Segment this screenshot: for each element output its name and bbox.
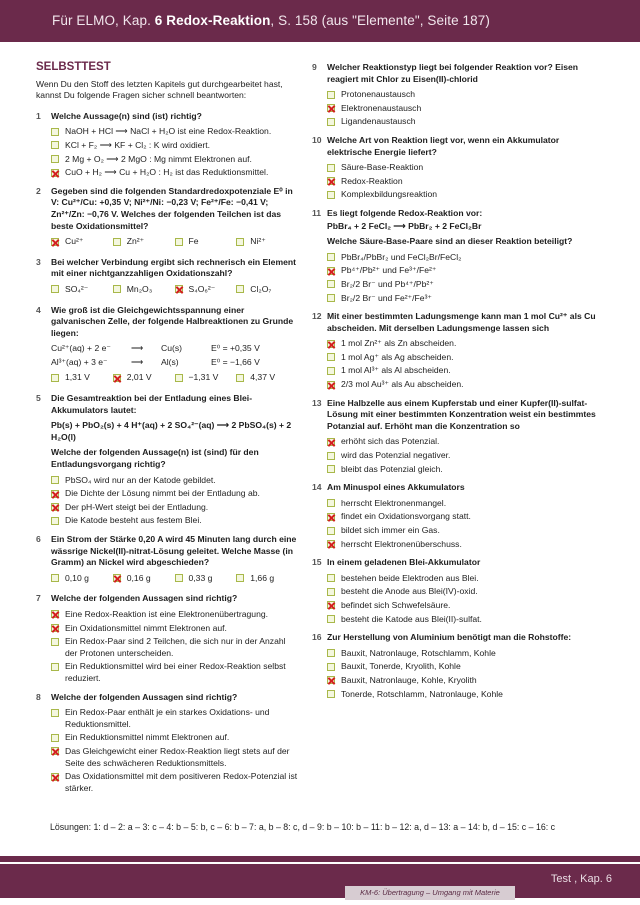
half-reaction-2 <box>51 357 298 369</box>
question-5 <box>36 393 298 527</box>
option-list <box>312 252 604 304</box>
checkbox[interactable] <box>175 574 183 582</box>
answer-option[interactable] <box>327 436 604 448</box>
answer-option[interactable] <box>51 746 298 769</box>
answer-option[interactable] <box>327 162 604 174</box>
header-suffix: , S. 158 (aus "Elemente", Seite 187) <box>270 13 490 28</box>
right-column <box>312 62 604 707</box>
half-reaction-list <box>51 343 298 368</box>
option-text: −1,31 V <box>188 372 219 383</box>
question-number: 9 <box>312 62 317 72</box>
option-list <box>312 436 604 475</box>
option-text: Cl₂O₇ <box>250 283 272 294</box>
answer-option[interactable] <box>51 707 298 730</box>
checked-checkbox[interactable] <box>327 438 335 446</box>
option-text: erhöht sich das Potenzial. <box>341 436 440 447</box>
option-list <box>36 126 298 178</box>
question-text: Welche Aussage(n) sind (ist) richtig? <box>51 110 202 121</box>
option-text: Ein Reduktionsmittel wird bei einer Redox-Reaktion selbst reduziert. <box>65 661 286 683</box>
checkbox[interactable] <box>51 517 59 525</box>
answer-option[interactable] <box>327 338 604 350</box>
half-reaction-1 <box>51 343 298 355</box>
checkbox[interactable] <box>51 155 59 163</box>
header-chapter: 6 Redox-Reaktion <box>154 13 271 28</box>
question-number: 8 <box>36 691 41 702</box>
checked-checkbox[interactable] <box>327 540 335 548</box>
question-text: Eine Halbzelle aus einem Kupferstab und einer Kupfer(II)-sulfat-Lösung mit einer bestimmten Konzentration weist ein bestimmtes Potanzial auf. Erhöht man die Konzentration so <box>327 397 596 431</box>
option-text: NaOH + HCl ⟶ NaCl + H₂O ist eine Redox-Reaktion. <box>65 126 272 137</box>
checked-checkbox[interactable] <box>327 513 335 521</box>
answer-option[interactable] <box>327 89 604 101</box>
question-8 <box>36 692 298 795</box>
checkbox[interactable] <box>327 690 335 698</box>
answer-option[interactable] <box>327 614 604 626</box>
checkbox[interactable] <box>327 452 335 460</box>
answer-option[interactable] <box>51 661 298 684</box>
answer-option[interactable] <box>51 609 298 621</box>
question-number: 11 <box>312 207 322 218</box>
checked-checkbox[interactable] <box>51 238 59 246</box>
checked-checkbox[interactable] <box>51 624 59 632</box>
question-text: Welche der folgenden Aussagen sind richtig? <box>51 593 238 604</box>
checkbox[interactable] <box>236 285 244 293</box>
option-text: Pb⁴⁺/Pb²⁺ und Fe³⁺/Fe²⁺ <box>341 265 437 276</box>
checkbox[interactable] <box>51 574 59 582</box>
answer-option[interactable] <box>327 586 604 598</box>
checkbox[interactable] <box>327 663 335 671</box>
checkbox[interactable] <box>51 128 59 136</box>
checkbox[interactable] <box>327 91 335 99</box>
question-text-2: Welche der folgenden Aussage(n) ist (sind) für den Entladungsvorgang richtig? <box>51 447 259 470</box>
header-prefix: Für ELMO, Kap. <box>52 13 151 28</box>
checkbox[interactable] <box>327 191 335 199</box>
option-text: 2/3 mol Au³⁺ als Au abscheiden. <box>341 379 464 390</box>
answer-option[interactable] <box>51 236 113 248</box>
question-13 <box>312 398 604 476</box>
option-text: Ni²⁺ <box>250 236 266 247</box>
question-text: Am Minuspol eines Akkumulators <box>327 482 465 493</box>
option-text: S₄O₆²⁻ <box>188 283 216 294</box>
option-text: besteht die Katode aus Blei(II)-sulfat. <box>341 613 482 624</box>
option-text: Protonenaustausch <box>341 89 416 100</box>
question-3 <box>36 257 298 298</box>
option-text: besteht die Anode aus Blei(IV)-oxid. <box>341 586 478 597</box>
option-list <box>312 648 604 700</box>
answer-option[interactable] <box>175 573 237 585</box>
answer-option[interactable] <box>327 189 604 201</box>
answer-option[interactable] <box>327 379 604 391</box>
option-text: Elektronenaustausch <box>341 102 422 113</box>
answer-option[interactable] <box>51 623 298 635</box>
option-list <box>312 498 604 550</box>
answer-option[interactable] <box>113 236 175 248</box>
left-column <box>36 62 298 801</box>
checkbox[interactable] <box>327 164 335 172</box>
option-text: 1 mol Al³⁺ als Al abscheiden. <box>341 365 451 376</box>
option-list <box>36 609 298 685</box>
option-text: Bauxit, Natronlauge, Kohle, Kryolith <box>341 674 477 685</box>
question-number: 10 <box>312 134 322 145</box>
checkbox[interactable] <box>51 476 59 484</box>
checkbox[interactable] <box>175 374 183 382</box>
intro-text: Wenn Du den Stoff des letzten Kapitels gut durchgearbeitet hast, kannst Du folgende Fragen sicher schnell beantworten: <box>36 78 283 101</box>
answer-option[interactable] <box>113 573 175 585</box>
checked-checkbox[interactable] <box>51 503 59 511</box>
checkbox[interactable] <box>236 574 244 582</box>
page-title: SELBSTTEST <box>36 61 111 73</box>
option-text: 0,33 g <box>188 572 213 583</box>
option-text: Komplexbildungsreaktion <box>341 189 438 200</box>
option-text: Tonerde, Rotschlamm, Natronlauge, Kohle <box>341 688 503 699</box>
option-text: 1,66 g <box>250 572 275 583</box>
question-1 <box>36 111 298 179</box>
answer-option[interactable] <box>327 689 604 701</box>
checkbox[interactable] <box>327 280 335 288</box>
checkbox[interactable] <box>327 367 335 375</box>
checked-checkbox[interactable] <box>175 285 183 293</box>
option-text: befindet sich Schwefelsäure. <box>341 599 451 610</box>
arrow: ⟶ <box>131 356 144 367</box>
option-text: Fe <box>188 236 199 247</box>
checkbox[interactable] <box>51 638 59 646</box>
potential: E⁰ = −1,66 V <box>211 356 260 367</box>
option-text: Säure-Base-Reaktion <box>341 162 424 173</box>
option-list <box>36 475 298 527</box>
answer-option[interactable] <box>327 176 604 188</box>
question-text: Welcher Reaktionstyp liegt bei folgender Reaktion vor? Eisen reagiert mit Chlor zu Eisen(II)-chlorid <box>327 62 579 84</box>
answer-option[interactable] <box>51 140 298 152</box>
answer-option[interactable] <box>327 365 604 377</box>
checked-checkbox[interactable] <box>327 601 335 609</box>
answer-option[interactable] <box>175 236 237 248</box>
half-reaction-left: Cu²⁺(aq) + 2 e⁻ <box>51 343 111 354</box>
question-number: 15 <box>312 557 322 568</box>
checked-checkbox[interactable] <box>327 177 335 185</box>
question-12 <box>312 311 604 391</box>
footer-label: Test , Kap. 6 <box>550 873 612 885</box>
option-text: PbSO₄ wird nur an der Katode gebildet. <box>65 474 216 485</box>
question-text: Mit einer bestimmten Ladungsmenge kann man 1 mol Cu²⁺ als Cu abscheiden. Mit derselben Ladungsmenge lassen sich <box>327 311 596 333</box>
question-15 <box>312 557 604 625</box>
checkbox[interactable] <box>327 118 335 126</box>
option-text: Redox-Reaktion <box>341 175 403 186</box>
checkbox[interactable] <box>327 465 335 473</box>
question-6 <box>36 534 298 586</box>
checked-checkbox[interactable] <box>51 747 59 755</box>
answer-option[interactable] <box>236 236 298 248</box>
answer-option[interactable] <box>327 675 604 687</box>
answer-option[interactable] <box>51 475 298 487</box>
answer-option[interactable] <box>51 126 298 138</box>
option-text: herrscht Elektronenmangel. <box>341 497 447 508</box>
checkbox[interactable] <box>327 649 335 657</box>
answer-option[interactable] <box>51 372 113 384</box>
option-text: Der pH-Wert steigt bei der Entladung. <box>65 501 209 512</box>
half-reaction-right: Al(s) <box>161 356 179 367</box>
checked-checkbox[interactable] <box>327 381 335 389</box>
answer-option[interactable] <box>327 573 604 585</box>
answer-option[interactable] <box>327 116 604 128</box>
question-text: Bei welcher Verbindung ergibt sich rechnerisch ein Element mit einer nichtganzzahligen Oxidationszahl? <box>51 256 296 279</box>
question-number: 12 <box>312 311 322 322</box>
answer-option[interactable] <box>327 450 604 462</box>
answer-option[interactable] <box>327 464 604 476</box>
option-text: 0,10 g <box>65 572 89 583</box>
question-number: 7 <box>36 593 41 604</box>
reaction-equation: PbBr₄ + 2 FeCl₂ ⟶ PbBr₂ + 2 FeCl₂Br <box>327 220 482 231</box>
checkbox[interactable] <box>51 285 59 293</box>
question-text: In einem geladenen Blei-Akkumulator <box>327 557 481 568</box>
question-text: Welche Art von Reaktion liegt vor, wenn ein Akkumulator elektrische Energie liefert? <box>327 134 560 157</box>
checkbox[interactable] <box>51 709 59 717</box>
checkbox[interactable] <box>327 499 335 507</box>
page-footer <box>0 864 640 898</box>
answer-option[interactable] <box>51 167 298 179</box>
question-number: 4 <box>36 304 41 315</box>
answer-option[interactable] <box>327 511 604 523</box>
option-text: 0,16 g <box>126 572 151 583</box>
answer-option[interactable] <box>51 573 113 585</box>
option-list <box>312 338 604 390</box>
answer-option[interactable] <box>113 372 175 384</box>
checkbox[interactable] <box>236 374 244 382</box>
checkbox[interactable] <box>327 253 335 261</box>
answer-option[interactable] <box>51 515 298 527</box>
answer-option[interactable] <box>327 252 604 264</box>
checkbox[interactable] <box>175 238 183 246</box>
option-text: Cu²⁺ <box>65 236 84 247</box>
answer-option[interactable] <box>327 279 604 291</box>
option-text: 1,31 V <box>65 372 90 383</box>
half-reaction-left: Al³⁺(aq) + 3 e⁻ <box>51 356 108 367</box>
option-text: 4,37 V <box>250 372 276 383</box>
question-number: 13 <box>312 397 322 408</box>
question-text: Ein Strom der Stärke 0,20 A wird 45 Minuten lang durch eine wässrige Nickel(II)-nitrat-Lösung geleitet. Welche Masse (in Gramm) an Nickel wird abgeschieden? <box>51 534 297 568</box>
question-9 <box>312 62 604 128</box>
question-text-2: Welche Säure-Base-Paare sind an dieser Reaktion beteiligt? <box>327 236 573 247</box>
option-text: Zn²⁺ <box>126 236 145 247</box>
option-text: Das Oxidationsmittel mit dem positiveren Redox-Potenzial ist stärker. <box>65 771 298 793</box>
answer-option[interactable] <box>175 284 237 296</box>
answer-option[interactable] <box>236 372 298 384</box>
checked-checkbox[interactable] <box>327 104 335 112</box>
answer-option[interactable] <box>51 502 298 514</box>
option-text: Ein Oxidationsmittel nimmt Elektronen auf. <box>65 622 227 633</box>
option-text: Die Dichte der Lösung nimmt bei der Entladung ab. <box>65 488 260 499</box>
answer-option[interactable] <box>327 265 604 277</box>
checkbox[interactable] <box>327 353 335 361</box>
checked-checkbox[interactable] <box>327 340 335 348</box>
option-text: Ligandenaustausch <box>341 116 416 127</box>
answer-option[interactable] <box>327 103 604 115</box>
answer-option[interactable] <box>175 372 237 384</box>
option-text: Br₂/2 Br⁻ und Pb⁴⁺/Pb²⁺ <box>341 278 434 289</box>
question-text: Es liegt folgende Redox-Reaktion vor: <box>327 207 483 218</box>
question-7 <box>36 593 298 684</box>
option-text: herrscht Elektronenüberschuss. <box>341 538 462 549</box>
option-list <box>36 284 298 298</box>
checkbox[interactable] <box>327 588 335 596</box>
answer-option[interactable] <box>51 284 113 296</box>
option-list <box>312 162 604 201</box>
option-text: PbBr₄/PbBr₂ und FeCl₂Br/FeCl₂ <box>341 251 462 262</box>
checkbox[interactable] <box>327 615 335 623</box>
checkbox[interactable] <box>327 574 335 582</box>
checked-checkbox[interactable] <box>327 267 335 275</box>
checkbox[interactable] <box>113 285 121 293</box>
option-list <box>312 89 604 128</box>
checkbox[interactable] <box>51 663 59 671</box>
answer-option[interactable] <box>327 661 604 673</box>
checkbox[interactable] <box>327 527 335 535</box>
option-text: Ein Redox-Paar enthält je ein starkes Oxidations- und Reduktionsmittel. <box>65 707 270 729</box>
answer-option[interactable] <box>51 771 298 794</box>
option-text: 1 mol Zn²⁺ als Zn abscheiden. <box>341 338 457 349</box>
question-text: Gegeben sind die folgenden Standardredoxpotenziale E⁰ in V: Cu²⁺/Cu: +0,35 V; Ni²⁺/Ni: −0,23 V; Fe²⁺/Fe: −0,41 V; Zn²⁺/Zn: −0,76 V. Welches der folgenden Teilchen ist das beste Oxidationsmittel? <box>51 185 293 231</box>
question-11 <box>312 208 604 304</box>
checkbox[interactable] <box>51 374 59 382</box>
option-list <box>312 573 604 625</box>
question-number: 3 <box>36 256 41 267</box>
reaction-equation: Pb(s) + PbO₂(s) + 4 H⁺(aq) + 2 SO₄²⁻(aq) ⟶ 2 PbSO₄(s) + 2 H₂O(l) <box>51 420 292 442</box>
footer-caption: KM-6: Übertragung – Umgang mit Materie <box>345 886 515 900</box>
option-text: CuO + H₂ ⟶ Cu + H₂O : H₂ ist das Reduktionsmittel. <box>65 167 269 178</box>
question-number: 16 <box>312 632 322 643</box>
answer-option[interactable] <box>327 600 604 612</box>
option-text: Mn₂O₃ <box>126 283 153 294</box>
option-text: findet ein Oxidationsvorgang statt. <box>341 511 471 522</box>
question-number: 1 <box>36 110 41 121</box>
option-text: wird das Potenzial negativer. <box>341 450 451 461</box>
arrow: ⟶ <box>131 343 144 354</box>
question-4 <box>36 305 298 387</box>
option-text: SO₄²⁻ <box>65 283 89 294</box>
checked-checkbox[interactable] <box>113 574 121 582</box>
answer-option[interactable] <box>51 154 298 166</box>
checked-checkbox[interactable] <box>51 169 59 177</box>
option-list <box>36 236 298 250</box>
option-text: Bauxit, Natronlauge, Rotschlamm, Kohle <box>341 647 496 658</box>
answer-option[interactable] <box>51 488 298 500</box>
question-number: 5 <box>36 393 41 404</box>
option-text: 2,01 V <box>126 372 152 383</box>
question-number: 2 <box>36 185 41 196</box>
option-text: Bauxit, Tonerde, Kryolith, Kohle <box>341 661 461 672</box>
question-16 <box>312 632 604 700</box>
solutions-line: Lösungen: 1: d – 2: a – 3: c – 4: b – 5: b, c – 6: b – 7: a, b – 8: c, d – 9: b – 10: b – 11: b – 12: a, d – 13: a – 14: b, d – 15: c – 16: c <box>50 822 556 832</box>
half-reaction-right: Cu(s) <box>161 343 183 354</box>
checkbox[interactable] <box>51 734 59 742</box>
option-text: Br₂/2 Br⁻ und Fe²⁺/Fe³⁺ <box>341 292 432 303</box>
option-text: Die Katode besteht aus festem Blei. <box>65 515 202 526</box>
answer-option[interactable] <box>327 525 604 537</box>
answer-option[interactable] <box>327 352 604 364</box>
option-text: bestehen beide Elektroden aus Blei. <box>341 572 479 583</box>
potential: E⁰ = +0,35 V <box>211 343 260 354</box>
checked-checkbox[interactable] <box>51 773 59 781</box>
checkbox[interactable] <box>236 238 244 246</box>
checkbox[interactable] <box>113 238 121 246</box>
option-text: Ein Reduktionsmittel nimmt Elektronen auf. <box>65 732 230 743</box>
option-text: bildet sich immer ein Gas. <box>341 525 440 535</box>
question-14 <box>312 482 604 550</box>
checked-checkbox[interactable] <box>113 374 121 382</box>
checked-checkbox[interactable] <box>51 490 59 498</box>
answer-option[interactable] <box>236 284 298 296</box>
answer-option[interactable] <box>327 539 604 551</box>
answer-option[interactable] <box>236 573 298 585</box>
option-list <box>36 707 298 794</box>
footer-rule <box>0 856 640 862</box>
page-header <box>0 0 640 42</box>
option-text: Das Gleichgewicht einer Redox-Reaktion liegt stets auf der Seite des schwächeren Reduktionsmittels. <box>65 745 290 768</box>
answer-option[interactable] <box>113 284 175 296</box>
checkbox[interactable] <box>51 141 59 149</box>
question-number: 6 <box>36 534 41 544</box>
answer-option[interactable] <box>327 293 604 305</box>
option-text: Eine Redox-Reaktion ist eine Elektronenübertragung. <box>65 608 269 619</box>
answer-option[interactable] <box>327 648 604 660</box>
question-text: Zur Herstellung von Aluminium benötigt man die Rohstoffe: <box>327 632 572 643</box>
question-text: Wie groß ist die Gleichgewichtsspannung einer galvanischen Zelle, der folgende Halbreaktionen zu Grunde liegen: <box>51 304 294 338</box>
option-text: 2 Mg + O₂ ⟶ 2 MgO : Mg nimmt Elektronen auf. <box>65 153 252 164</box>
question-2 <box>36 186 298 250</box>
checked-checkbox[interactable] <box>327 676 335 684</box>
option-list <box>36 573 298 587</box>
question-10 <box>312 135 604 201</box>
option-text: 1 mol Ag⁺ als Ag abscheiden. <box>341 351 454 362</box>
question-text: Welche der folgenden Aussagen sind richtig? <box>51 691 238 702</box>
checked-checkbox[interactable] <box>51 610 59 618</box>
option-text: bleibt das Potenzial gleich. <box>341 463 443 474</box>
option-text: KCl + F₂ ⟶ KF + Cl₂ : K wird oxidiert. <box>65 139 211 150</box>
answer-option[interactable] <box>51 636 298 659</box>
answer-option[interactable] <box>327 498 604 510</box>
question-text: Die Gesamtreaktion bei der Entladung eines Blei-Akkumulators lautet: <box>51 393 253 415</box>
checkbox[interactable] <box>327 294 335 302</box>
option-list <box>36 372 298 386</box>
option-text: Ein Redox-Paar sind 2 Teilchen, die sich nur in der Anzahl der Protonen unterscheiden. <box>65 636 286 658</box>
question-number: 14 <box>312 482 322 493</box>
answer-option[interactable] <box>51 732 298 744</box>
